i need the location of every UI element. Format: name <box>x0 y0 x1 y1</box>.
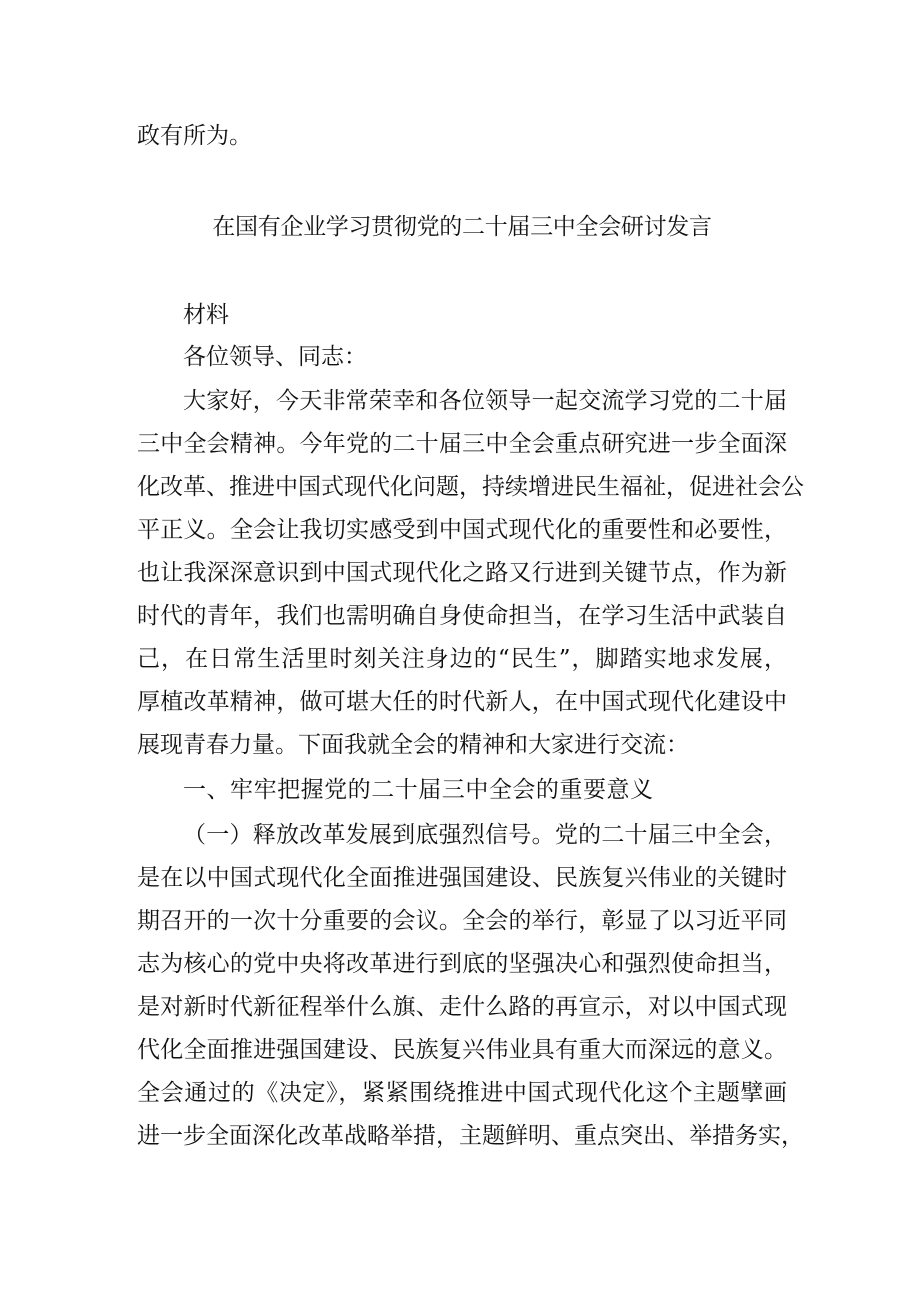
paragraph-line: 代化全面推进强国建设、民族复兴伟业具有重大而深远的意义。 <box>137 1037 787 1063</box>
paragraph-line: 己，在日常生活里时刻关注身边的“民生”，脚踏实地求发展， <box>137 646 787 672</box>
paragraph-line: 三中全会精神。今年党的二十届三中全会重点研究进一步全面深 <box>137 431 787 457</box>
paragraph-line: 全会通过的《决定》，紧紧围绕推进中国式现代化这个主题擘画 <box>137 1080 787 1106</box>
paragraph-line: 大家好，今天非常荣幸和各位领导一起交流学习党的二十届 <box>183 388 787 414</box>
document-title: 在国有企业学习贯彻党的二十届三中全会研讨发言 <box>212 214 712 240</box>
paragraph-line: 厚植改革精神，做可堪大任的时代新人，在中国式现代化建设中 <box>137 689 787 715</box>
paragraph-line: 是在以中国式现代化全面推进强国建设、民族复兴伟业的关键时 <box>137 865 787 891</box>
salutation: 各位领导、同志： <box>183 344 367 370</box>
carryover-line: 政有所为。 <box>137 123 252 149</box>
paragraph-line: 平正义。全会让我切实感受到中国式现代化的重要性和必要性， <box>137 517 787 543</box>
paragraph-line: （一）释放改革发展到底强烈信号。党的二十届三中全会， <box>183 822 787 848</box>
material-label: 材料 <box>183 302 229 328</box>
paragraph-line: 是对新时代新征程举什么旗、走什么路的再宣示，对以中国式现 <box>137 994 787 1020</box>
paragraph-line: 展现青春力量。下面我就全会的精神和大家进行交流： <box>137 732 689 758</box>
paragraph-line: 期召开的一次十分重要的会议。全会的举行，彰显了以习近平同 <box>137 908 787 934</box>
paragraph-line: 时代的青年，我们也需明确自身使命担当，在学习生活中武装自 <box>137 603 787 629</box>
section-heading: 一、牢牢把握党的二十届三中全会的重要意义 <box>183 777 653 803</box>
paragraph-line: 志为核心的党中央将改革进行到底的坚强决心和强烈使命担当， <box>137 951 787 977</box>
paragraph-line: 化改革、推进中国式现代化问题，持续增进民生福祉，促进社会公 <box>137 474 804 500</box>
paragraph-line: 也让我深深意识到中国式现代化之路又行进到关键节点，作为新 <box>137 560 787 586</box>
paragraph-line: 进一步全面深化改革战略举措，主题鲜明、重点突出、举措务实， <box>137 1123 804 1149</box>
